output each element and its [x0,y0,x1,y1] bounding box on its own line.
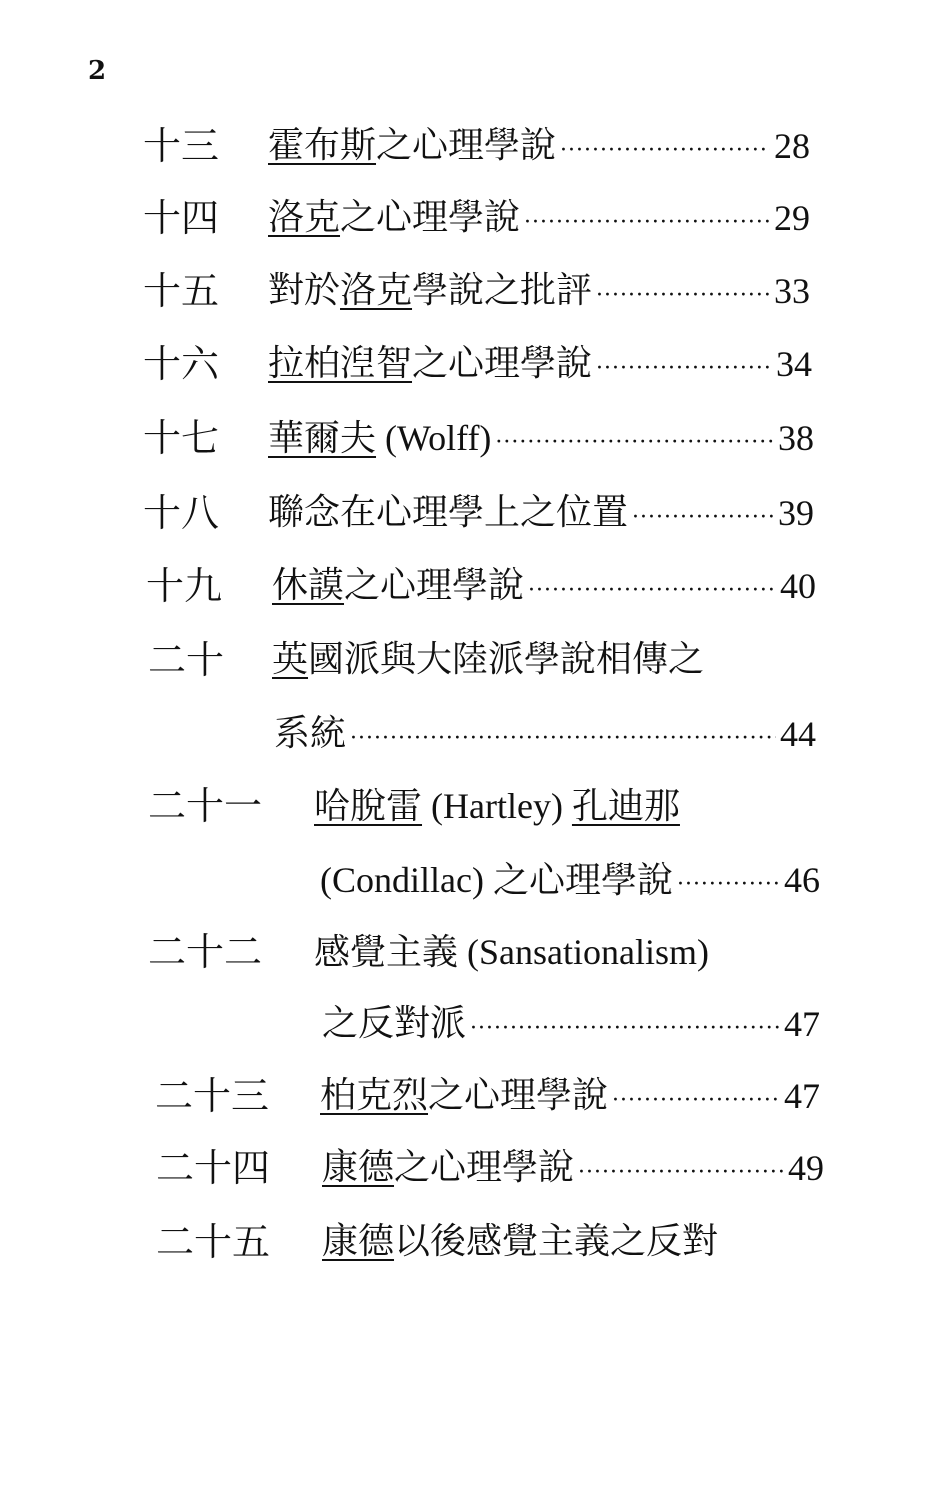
person-name: 霍布斯 [268,125,377,166]
person-name: 休謨 [272,565,345,606]
toc-entry-continuation [274,706,816,762]
leader-dots [470,1008,780,1040]
entry-title-pre: 對於 [268,270,341,311]
person-name: 洛克 [340,270,413,311]
leader-dots [524,202,770,234]
person-name: 康德 [322,1221,395,1262]
toc-entry [272,632,812,688]
entry-number: 十三 [143,124,220,168]
entry-page: 46 [784,860,820,900]
entry-title-continuation: 系統 [274,713,347,754]
entry-number: 十六 [143,342,220,386]
entry-title [272,639,705,680]
entry-title [268,492,629,533]
entry-number: 十七 [143,416,220,460]
entry-number: 二十一 [148,784,263,828]
entry-page: 49 [788,1148,824,1188]
leader-dots [560,130,770,162]
entry-title-rest: 聯念在心理學上之位置 [268,492,629,533]
toc-entry-continuation [320,852,820,908]
person-name: 華爾夫 [268,417,377,459]
toc-entry [268,118,810,174]
toc-entry [322,1214,822,1270]
person-name: 孔迪那 [571,785,680,827]
entry-title: 感覺主義 (Sansationalism) [314,932,709,972]
leader-dots [578,1152,784,1184]
entry-number: 十四 [143,196,220,240]
entry-title-continuation: (Condillac) 之心理學說 [320,860,673,900]
entry-number: 二十五 [156,1220,271,1264]
entry-title-rest: 以後感覺主義之反對 [394,1221,719,1262]
entry-page: 34 [776,344,812,384]
entry-number: 十八 [143,491,220,535]
entry-title-rest: 學說之批評 [412,270,593,311]
entry-title [268,343,593,384]
page-number: 2 [88,56,107,86]
entry-title [314,785,680,827]
entry-title-rest: 之心理學說 [340,197,521,238]
entry-page: 39 [778,493,814,533]
entry-title-rest: 之心理學說 [412,343,593,384]
person-name: 康德 [322,1147,395,1188]
entry-title-continuation: 之反對派 [322,1003,467,1044]
entry-page: 47 [784,1004,820,1044]
entry-page: 28 [774,126,810,166]
entry-number: 二十四 [156,1146,271,1190]
leader-dots [677,864,780,896]
toc-entry [268,190,810,246]
entry-number: 二十三 [155,1074,270,1118]
person-name: 哈脫雷 [314,785,423,827]
entry-page: 38 [778,418,814,458]
leader-dots [596,348,772,380]
entry-title [272,565,525,606]
leader-dots [528,570,776,602]
toc-entry [268,410,814,466]
entry-title [268,197,521,238]
leader-dots [612,1080,780,1112]
entry-number: 二十二 [148,930,263,974]
toc-entry [322,1140,824,1196]
entry-title [322,1221,719,1262]
entry-page: 29 [774,198,810,238]
entry-number: 十九 [146,564,223,608]
toc-entry [320,1068,820,1124]
entry-title-rest: 之心理學說 [376,125,557,166]
entry-title [320,1075,609,1116]
latin-name: (Hartley) [422,785,572,826]
entry-number: 十五 [143,269,220,313]
entry-title [268,417,492,459]
entry-title-rest: 之心理學說 [394,1147,575,1188]
entry-page: 33 [774,271,810,311]
entry-page: 40 [780,566,816,606]
person-name: 洛克 [268,197,341,238]
leader-dots [495,422,774,454]
person-name: 英 [272,639,309,680]
entry-title-rest: 之心理學說 [428,1075,609,1116]
entry-page: 47 [784,1076,820,1116]
toc-entry [314,778,814,834]
toc-entry-continuation [322,996,820,1052]
person-name: 柏克烈 [320,1075,429,1116]
entry-title-rest: 之心理學說 [344,565,525,606]
entry-title [322,1147,575,1188]
leader-dots [350,718,776,750]
entry-title [268,125,557,166]
toc-entry [314,924,814,980]
toc-entry [268,263,810,319]
entry-title [268,270,593,311]
toc-entry [272,558,816,614]
leader-dots [632,497,774,529]
entry-title-rest: (Wolff) [376,417,492,458]
entry-number: 二十 [148,638,225,682]
leader-dots [596,275,770,307]
person-name: 拉柏湼智 [268,343,413,384]
entry-page: 44 [780,714,816,754]
entry-title-rest: 國派與大陸派學說相傳之 [308,639,705,680]
toc-entry [268,485,814,541]
toc-entry [268,336,812,392]
